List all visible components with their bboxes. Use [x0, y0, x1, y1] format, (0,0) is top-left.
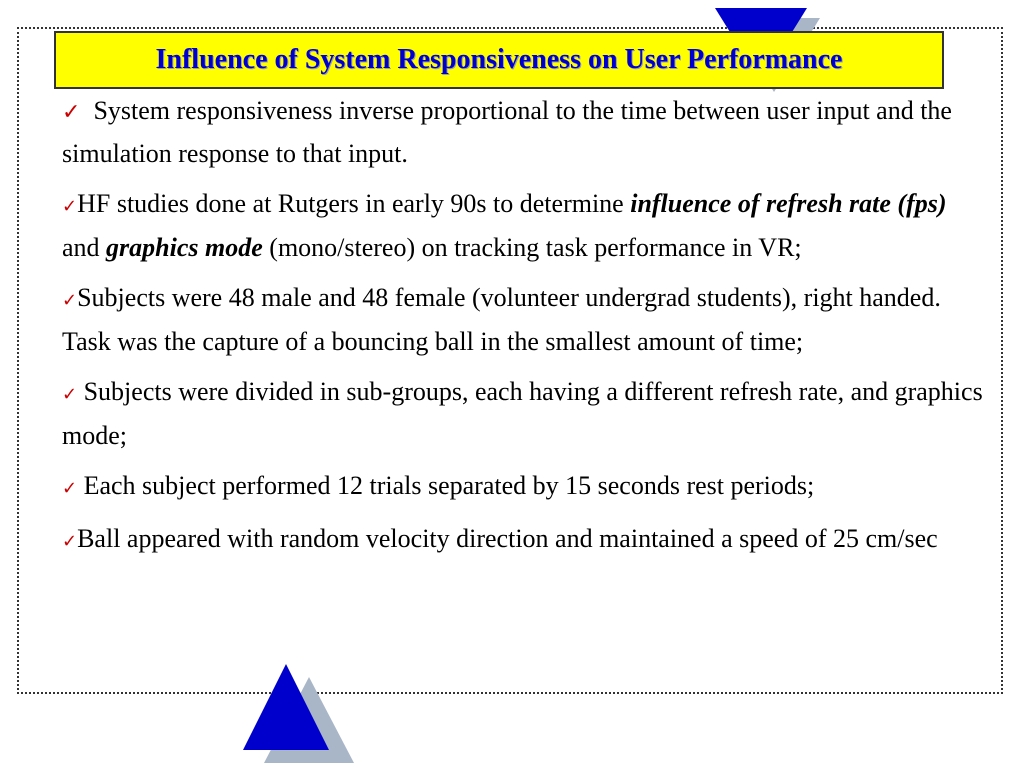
- checkmark-icon: ✓: [62, 290, 78, 311]
- bullet-item: [62, 518, 987, 562]
- bullet-item: [62, 277, 987, 362]
- bullet-text: Subjects were 48 male and 48 female (volunteer undergrad students), right handed. Task was the capture of a bouncing ball in the smallest amount of time;: [62, 283, 941, 356]
- emphasis-text: graphics mode: [106, 233, 263, 262]
- bullet-text: (mono/stereo) on tracking task performance in VR;: [262, 233, 802, 262]
- title-box: [54, 31, 944, 89]
- slide-title: Influence of System Responsiveness on User Performance: [155, 44, 843, 75]
- bullet-item: [62, 465, 987, 509]
- bullet-text: Ball appeared with random velocity direction and maintained a speed of 25 cm/sec: [77, 524, 938, 553]
- bullet-text: System responsiveness inverse proportional to the time between user input and the simulation response to that input.: [62, 96, 952, 168]
- bullet-list: [62, 90, 987, 571]
- bullet-item: [62, 371, 987, 456]
- checkmark-icon: ✓: [62, 478, 78, 499]
- bullet-text: Each subject performed 12 trials separated by 15 seconds rest periods;: [83, 471, 815, 500]
- checkmark-icon: ✓: [62, 196, 78, 217]
- bullet-text: and: [62, 233, 107, 262]
- checkmark-icon: ✓: [62, 531, 78, 552]
- bullet-item: [62, 90, 987, 174]
- bullet-text: HF studies done at Rutgers in early 90s to determine: [77, 189, 631, 218]
- bullet-text: Subjects were divided in sub-groups, each having a different refresh rate, and graphics mode;: [62, 377, 983, 450]
- checkmark-icon: ✓: [62, 384, 78, 405]
- checkmark-icon: ✓: [62, 100, 81, 125]
- up-triangle-bottom: [243, 664, 329, 750]
- emphasis-text: influence of refresh rate (fps): [630, 189, 947, 218]
- bullet-item: [62, 183, 987, 268]
